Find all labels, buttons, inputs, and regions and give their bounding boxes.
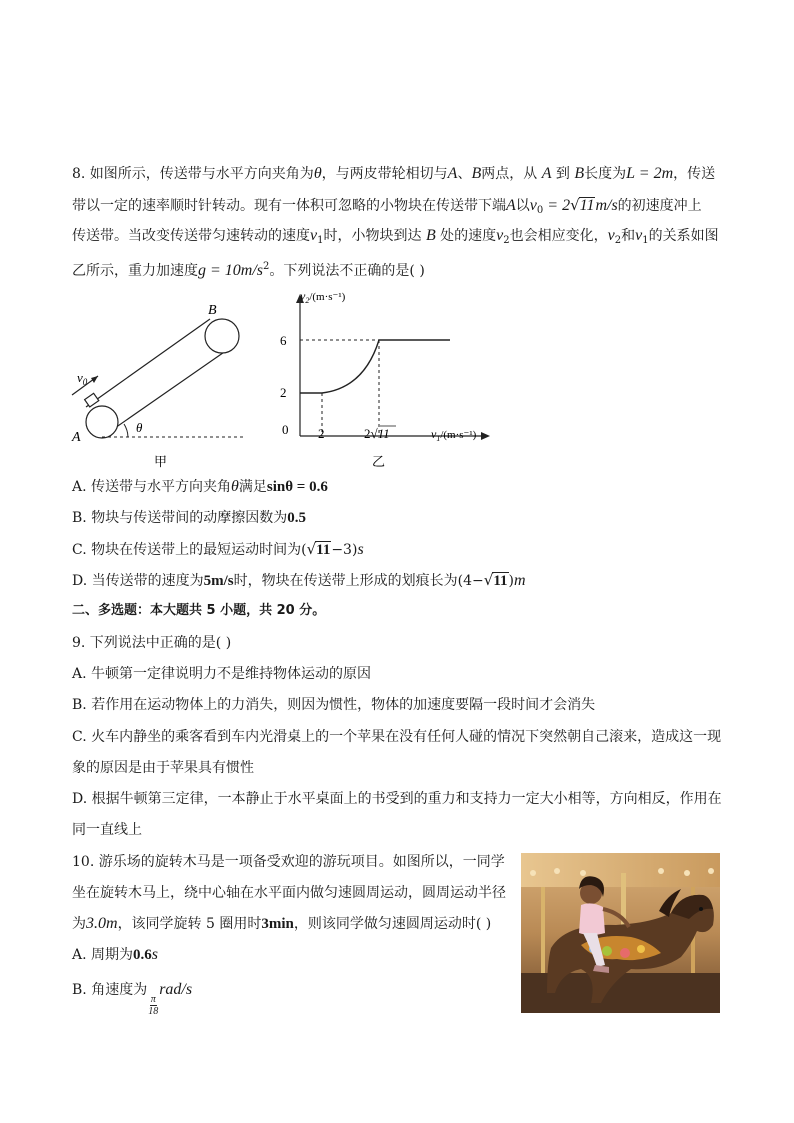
v2-v1-graph: [296, 294, 490, 440]
tick-label-0: 0: [282, 422, 289, 437]
theta-arc: [124, 424, 128, 437]
q8-option-d: D. 当传送带的速度为5m/s时，物块在传送带上形成的划痕长为(4−√11)m: [72, 571, 526, 589]
tick-label-2-y: 2: [280, 385, 287, 400]
q9-option-d-line1: D. 根据牛顿第三定律，一本静止于水平桌面上的书受到的重力和支持力一定大小相等，方向相反，作用在: [72, 791, 722, 807]
conveyor-diagram: [72, 319, 244, 438]
small-block: [85, 393, 99, 407]
q8-option-a: A. 传送带与水平方向夹角θ满足sinθ = 0.6: [72, 478, 328, 495]
q9-option-c-line1: C. 火车内静坐的乘客看到车内光滑桌上的一个苹果在没有任何人碰的情况下突然朝自己滚来，造成这一现: [72, 729, 722, 745]
q8-line-1: 8. 如图所示，传送带与水平方向夹角为θ，与两皮带轮相切与A、B两点，从 A 到 B长度为L = 2m，传送: [72, 165, 716, 182]
q10-option-b: B. 角速度为 $\frac{\pi}{18}$ rad/s: [72, 981, 193, 1017]
label-theta: θ: [136, 420, 143, 435]
belt-lower-edge: [102, 348, 230, 437]
label-point-B: B: [208, 303, 217, 318]
q9-option-b: B. 若作用在运动物体上的力消失，则因为惯性，物体的加速度要隔一段时间才会消失: [72, 697, 596, 713]
belt-upper-edge: [86, 319, 210, 407]
carousel-photo-illustration: [521, 853, 720, 1013]
pulley-B: [205, 319, 239, 353]
q9-option-d-line2: 同一直线上: [72, 822, 142, 838]
q9-stem: 9. 下列说法中正确的是( ): [72, 635, 232, 651]
q8-option-b: B. 物块与传送带间的动摩擦因数为0.5: [72, 510, 306, 526]
v0-arrowhead: [91, 376, 98, 383]
pulley-A: [86, 406, 118, 438]
label-point-A: A: [72, 430, 81, 445]
q8-line-2: 带以一定的速率顺时针转动。现有一体积可忽略的小物块在传送带下端A以$v_0 = 2√11m/s$的初速度冲上: [72, 196, 702, 216]
label-v0: $v_0$: [77, 370, 88, 387]
q10-option-a: A. 周期为0.6s: [72, 946, 158, 963]
q9-option-a: A. 牛顿第一定律说明力不是维持物体运动的原因: [72, 666, 372, 682]
q8-figure: [64, 288, 504, 470]
carousel-horse-photo: [521, 853, 720, 1013]
tick-label-6: 6: [280, 333, 287, 348]
y-axis-label: $v_2/(m\cdot s^{-1})$: [300, 289, 346, 305]
v2-curve: [300, 340, 450, 393]
label-yi: 乙: [372, 455, 386, 470]
q10-line-1: 10. 游乐场的旋转木马是一项备受欢迎的游玩项目。如图所以，一同学: [72, 854, 505, 870]
section-heading: 二、多选题：本大题共 5 小题，共 20 分。: [72, 603, 326, 618]
x-axis-label: $v_1/(m\cdot s^{-1})$: [431, 427, 477, 443]
q8-line-4: 乙所示，重力加速度$g = 10m/s^2$。下列说法不正确的是( ): [72, 261, 425, 279]
tick-label-2-x: 2: [318, 426, 325, 441]
q10-line-2: 坐在旋转木马上，绕中心轴在水平面内做匀速圆周运动，圆周运动半径: [72, 885, 506, 901]
label-jia: 甲: [154, 455, 168, 470]
x-axis-arrow: [481, 432, 490, 440]
q8-line-3: 传送带。当改变传送带匀速转动的速度$v_1$时，小物块到达 B 处的速度$v_2$也会相应变化，$v_2$和$v_1$的关系如图: [72, 227, 719, 246]
q9-option-c-line2: 象的原因是由于苹果具有惯性: [72, 760, 254, 776]
tick-label-2sqrt11: 2√11: [364, 426, 390, 441]
q8-option-c: C. 物块在传送带上的最短运动时间为(√11−3)s: [72, 540, 364, 558]
q10-line-3: 为3.0m，该同学旋转 5 圈用时3min，则该同学做匀速圆周运动时( ): [72, 915, 492, 932]
